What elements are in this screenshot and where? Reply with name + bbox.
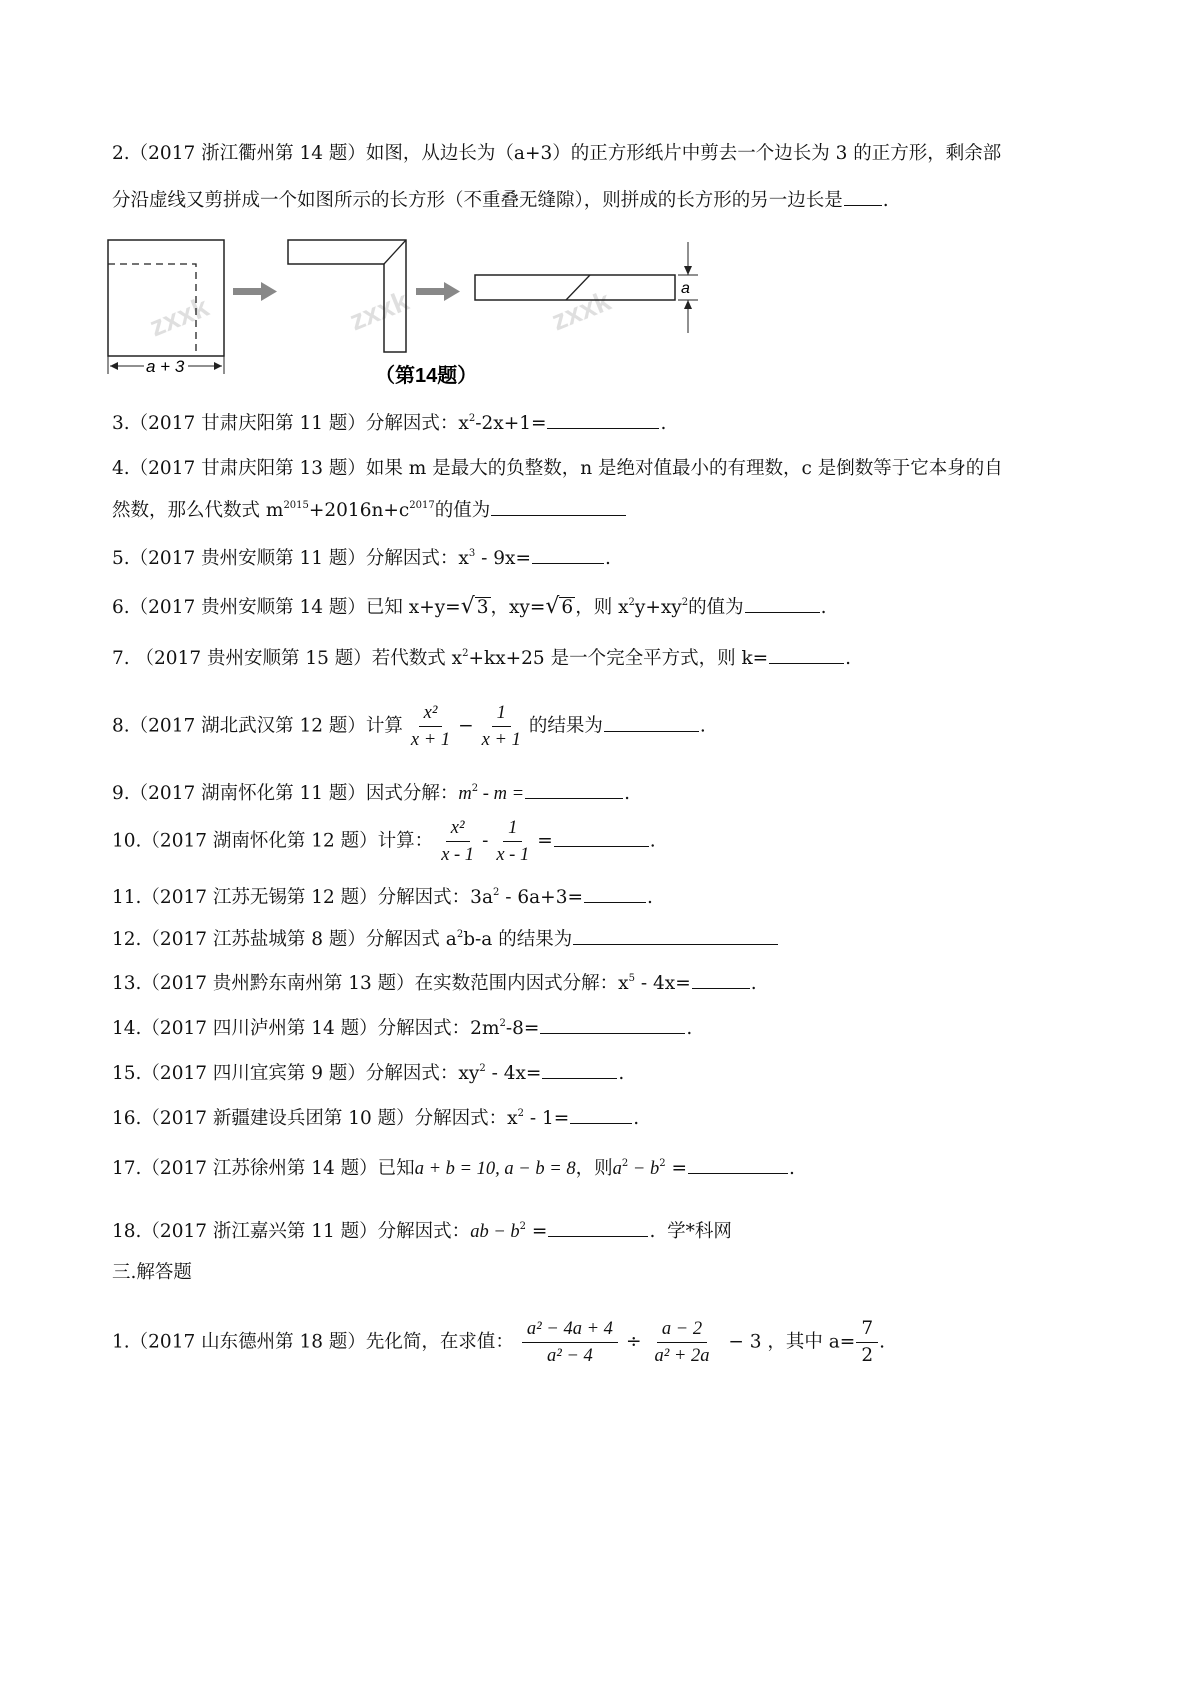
answer-blank	[554, 828, 649, 847]
question-7: 7. （2017 贵州安顺第 15 题）若代数式 $x^2+kx+25$ 是一个完全平方式，则 k= .	[112, 645, 851, 672]
question-12: 12.（2017 江苏盐城第 8 题）分解因式 $a^2b-a$ 的结果为	[112, 926, 779, 953]
section-heading: 三.解答题	[112, 1262, 192, 1283]
question-14: 14.（2017 四川泸州第 14 题）分解因式：$2m^2-8=$ .	[112, 1015, 692, 1042]
answer-blank	[769, 645, 844, 664]
fraction: $\frac{\text{x²}}{x - 1}$	[441, 818, 475, 865]
question-4-line-2: 然数，那么代数式 $m^{2015}+2016n+c^{2017}$的值为	[112, 497, 627, 524]
question-11: 11.（2017 江苏无锡第 12 题）分解因式：$3a^2 - 6a+3=$ .	[112, 884, 653, 911]
answer-blank	[688, 1155, 788, 1174]
question-2-line-2: 分沿虚线又剪拼成一个如图所示的长方形（不重叠无缝隙），则拼成的长方形的另一边长是 .	[112, 187, 889, 214]
question-5: 5.（2017 贵州安顺第 11 题）分解因式：$x^3 - 9x=$ .	[112, 545, 611, 572]
question-2-line-1	[112, 141, 1001, 167]
fraction: $\frac{a - 2}{\text{a² + 2a}}$	[654, 1319, 710, 1366]
answer-blank	[532, 545, 604, 564]
fraction: $\frac{7}{2}$	[856, 1318, 878, 1367]
question-16: 16.（2017 新疆建设兵团第 10 题）分解因式：$x^2 - 1=$ .	[112, 1105, 639, 1132]
side-label: a	[681, 280, 690, 297]
fraction: $\frac{1}{x + 1}$	[481, 703, 521, 750]
watermark-text: zxxk	[345, 284, 413, 337]
sqrt-expression: √ 6	[545, 594, 574, 619]
figure-caption: （第14题）	[375, 365, 478, 387]
fraction: $\frac{\text{x²}}{x + 1}$	[410, 703, 451, 750]
question-8: 8.（2017 湖北武汉第 12 题）计算 $\frac{\text{x²}}{x + 1}$ − $\frac{1}{x + 1}$ 的结果为 .	[112, 703, 706, 750]
watermark	[145, 285, 615, 343]
watermark-text: 学*科网	[667, 1221, 732, 1242]
answer-blank	[745, 594, 820, 613]
question-3: 3.（2017 甘肃庆阳第 11 题）分解因式：$x^2-2x+1=$ .	[112, 410, 666, 437]
watermark-text: zxxk	[145, 290, 213, 343]
sqrt-expression: √ 3	[460, 594, 489, 619]
answer-blank	[573, 926, 778, 945]
answer-blank	[584, 884, 646, 903]
answer-blank	[692, 970, 750, 989]
question-2-text-2: 分沿虚线又剪拼成一个如图所示的长方形（不重叠无缝隙），则拼成的长方形的另一边长是	[112, 190, 843, 211]
answer-blank	[604, 713, 699, 732]
answer-blank	[525, 780, 623, 799]
question-2-text-1: 2.（2017 浙江衢州第 14 题）如图，从边长为（a+3）的正方形纸片中剪去一个边长为 3 的正方形，剩余部	[112, 143, 1002, 164]
answer-blank	[542, 1060, 617, 1079]
fraction: $\frac{1}{x - 1}$	[496, 818, 530, 865]
arrow-right-icon	[233, 282, 277, 301]
answer-blank	[547, 410, 659, 429]
question-17: 17.（2017 江苏徐州第 14 题）已知a + b = 10, a − b = 8，则$a^2 - b^2$ = .	[112, 1155, 795, 1182]
answer-blank	[491, 497, 626, 516]
question-4-line-1: 4.（2017 甘肃庆阳第 13 题）如果 m 是最大的负整数，n 是绝对值最小的有理数，c 是倒数等于它本身的自	[112, 458, 1003, 479]
fraction: $\frac{\text{a² − 4a + 4}}{\text{a² − 4}}$	[522, 1318, 618, 1367]
question-15: 15.（2017 四川宜宾第 9 题）分解因式：$xy^2 - 4x=$ .	[112, 1060, 624, 1087]
watermark-text: zxxk	[547, 284, 615, 337]
question-18: 18.（2017 浙江嘉兴第 11 题）分解因式：ab − $b^2$ = . 学*科网	[112, 1218, 732, 1245]
answer-blank	[540, 1015, 685, 1034]
answer-blank	[570, 1105, 632, 1124]
question-10: 10.（2017 湖南怀化第 12 题）计算： $\frac{\text{x²}}{x - 1}$ - $\frac{1}{x - 1}$ = .	[112, 818, 656, 865]
question-6: 6.（2017 贵州安顺第 14 题）已知 x+y= √ 3 ，xy= √ 6 ，则 $x^2y+xy^2$的值为 .	[112, 594, 827, 619]
answer-blank	[844, 187, 882, 206]
solve-question-1: 1.（2017 山东德州第 18 题）先化简，在求值： $\frac{\text{a² − 4a + 4}}{\text{a² − 4}}$ ÷ $\frac{a - 2}{\text{a² + 2a}}$ − 3 ，其中 a= $\frac{7}{2}$ .	[112, 1318, 885, 1366]
answer-blank	[548, 1218, 648, 1237]
question-9: 9.（2017 湖南怀化第 11 题）因式分解：$m^2$ - m = .	[112, 780, 630, 807]
arrow-right-icon	[416, 282, 460, 301]
question-13: 13.（2017 贵州黔东南州第 13 题）在实数范围内因式分解：$x^5 - 4x=$ .	[112, 970, 757, 997]
dimension-label: a + 3	[146, 357, 185, 376]
question-2-figure	[100, 232, 725, 392]
